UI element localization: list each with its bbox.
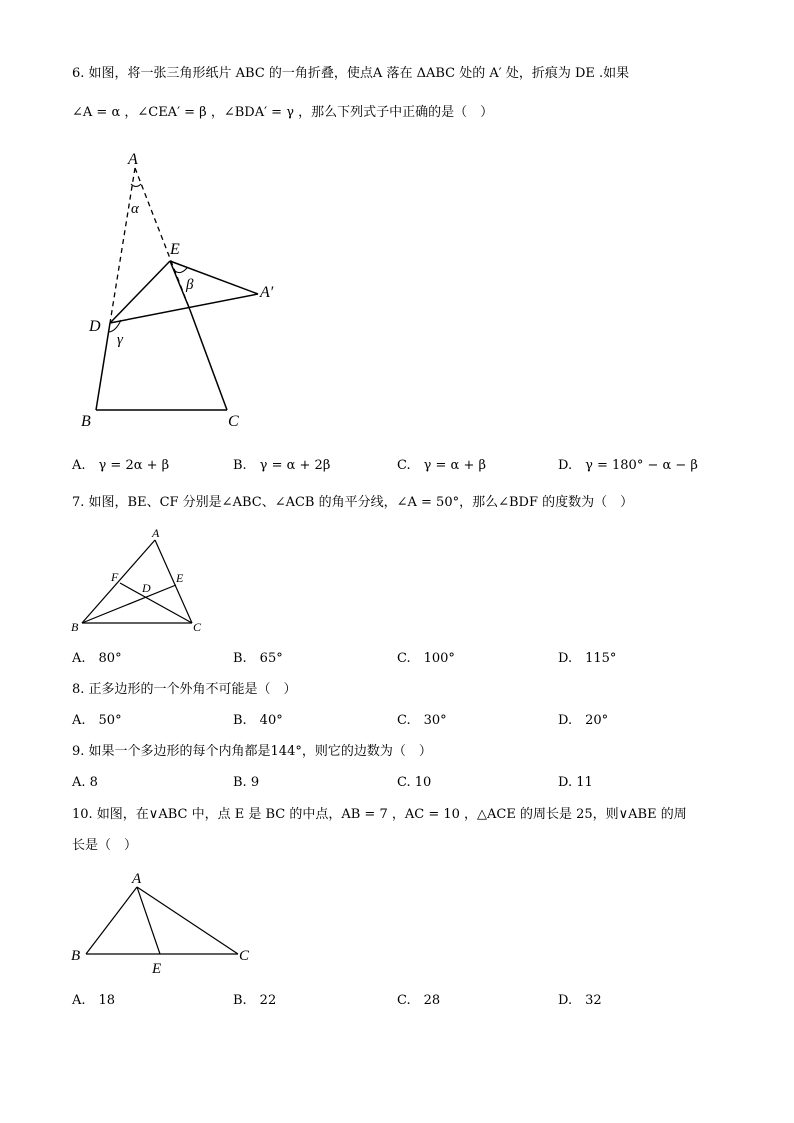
q7-stem: 7. 如图，BE、CF 分别是∠ABC、∠ACB 的角平分线，∠A = 50°，那么∠BDF 的度数为（ ）: [72, 495, 634, 510]
q8-option-d[interactable]: D. 20°: [558, 713, 609, 728]
q7-label-B: B: [71, 620, 79, 634]
q10-median-AE: [137, 887, 160, 954]
q7-option-d[interactable]: D. 115°: [558, 651, 617, 666]
q6-option-d[interactable]: D. γ = 180° − α − β: [558, 458, 698, 473]
q6-label-gamma: γ: [117, 332, 123, 348]
q7-label-C: C: [193, 620, 202, 634]
q6-stem-line1: 6. 如图，将一张三角形纸片 ABC 的一角折叠，使点A 落在 ΔABC 处的 A′ 处，折痕为 DE .如果: [72, 66, 630, 81]
q6-label-beta: β: [186, 277, 194, 293]
q8-stem: 8. 正多边形的一个外角不可能是（ ）: [72, 682, 297, 697]
q8-option-c[interactable]: C. 30°: [397, 713, 447, 728]
q7-label-E: E: [176, 571, 184, 585]
q10-edge-AB: [86, 887, 137, 954]
q10-option-d[interactable]: D. 32: [558, 993, 602, 1008]
q10-stem-line1: 10. 如图，在∨ABC 中，点 E 是 BC 的中点，AB = 7 ，AC = 10 ，△ACE 的周长是 25，则∨ABE 的周: [72, 807, 687, 822]
q6-label-C: C: [228, 413, 239, 430]
q9-option-a[interactable]: A. 8: [72, 775, 98, 790]
q10-option-b[interactable]: B. 22: [233, 993, 277, 1008]
q8-option-a[interactable]: A. 50°: [72, 713, 122, 728]
q7-label-D: D: [142, 581, 151, 595]
q10-label-C: C: [239, 948, 250, 964]
q7-option-c[interactable]: C. 100°: [397, 651, 455, 666]
q7-label-A: A: [152, 526, 160, 540]
q6-label-A-prime: A′: [260, 284, 274, 301]
q10-label-B: B: [71, 948, 81, 964]
q6-label-B: B: [81, 413, 91, 430]
q10-edge-AC: [137, 887, 238, 954]
q10-option-c[interactable]: C. 28: [397, 993, 441, 1008]
q6-option-a[interactable]: A. γ = 2α + β: [72, 458, 170, 473]
q10-stem-line2: 长是（ ）: [72, 838, 138, 853]
q6-option-b[interactable]: B. γ = α + 2β: [233, 458, 331, 473]
q7-option-b[interactable]: B. 65°: [233, 651, 283, 666]
q10-label-E: E: [152, 961, 162, 977]
q7-label-F: F: [111, 570, 119, 584]
q6-label-D: D: [89, 318, 101, 335]
q9-option-c[interactable]: C. 10: [397, 775, 432, 790]
q10-label-A: A: [132, 871, 142, 887]
q8-option-b[interactable]: B. 40°: [233, 713, 283, 728]
q6-option-c[interactable]: C. γ = α + β: [397, 458, 486, 473]
q6-label-A: A: [128, 151, 138, 168]
q7-option-a[interactable]: A. 80°: [72, 651, 122, 666]
q6-label-alpha: α: [131, 201, 139, 217]
q9-stem: 9. 如果一个多边形的每个内角都是144°，则它的边数为（ ）: [72, 744, 432, 759]
q9-option-b[interactable]: B. 9: [233, 775, 260, 790]
q6-label-E: E: [170, 241, 180, 258]
q6-stem-line2: ∠A = α ，∠CEA′ = β ，∠BDA′ = γ ，那么下列式子中正确的是（ ）: [72, 105, 494, 120]
q10-option-a[interactable]: A. 18: [72, 993, 116, 1008]
q9-option-d[interactable]: D. 11: [558, 775, 593, 790]
